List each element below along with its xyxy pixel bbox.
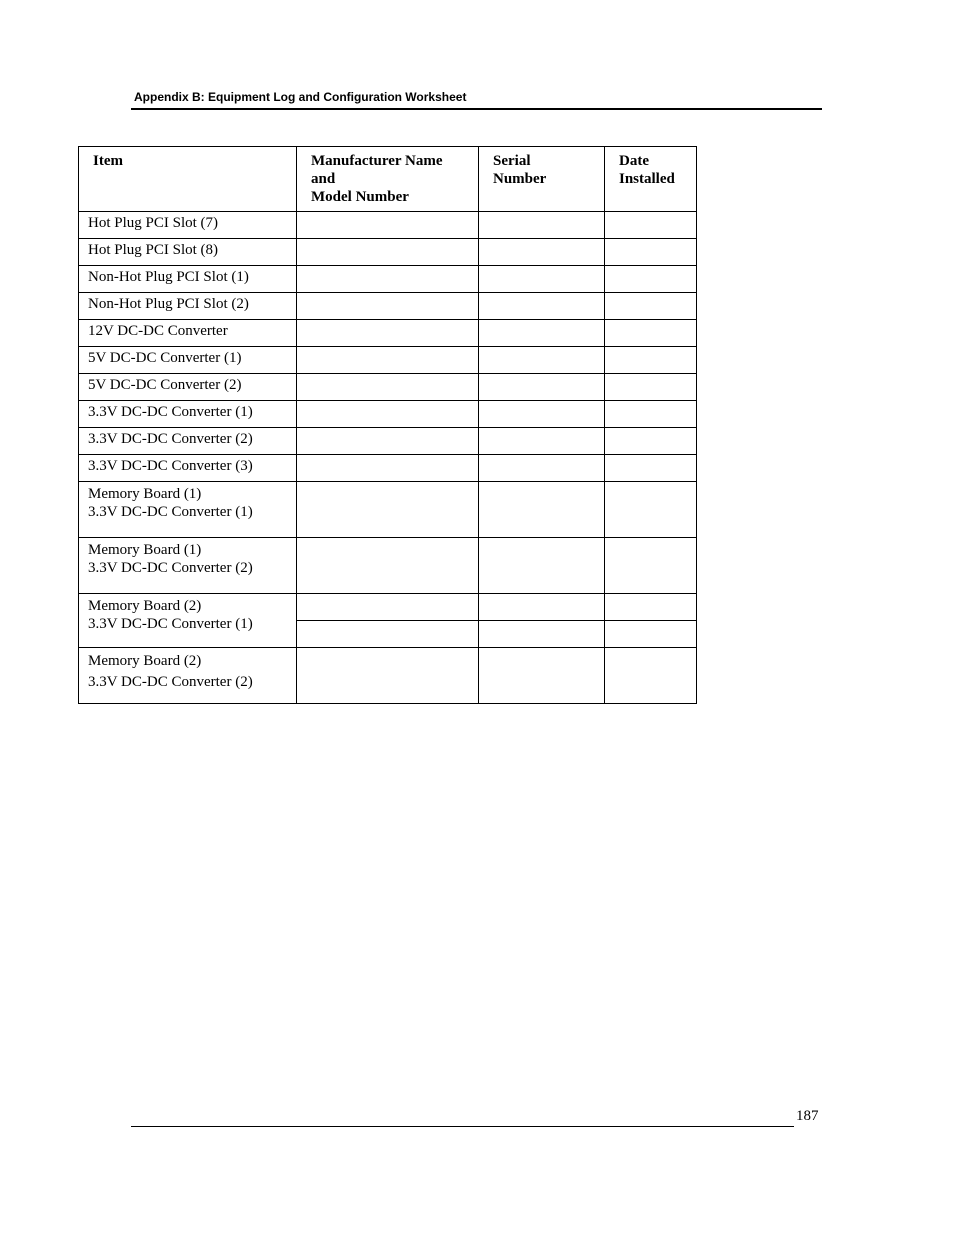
date-cell[interactable] [605, 347, 697, 374]
item-line: Memory Board (2) [88, 598, 202, 614]
manufacturer-cell[interactable] [297, 347, 479, 374]
header-manufacturer-line: Manufacturer Name [311, 153, 443, 169]
table-row [79, 538, 697, 594]
manufacturer-cell[interactable] [297, 239, 479, 266]
item-cell [79, 648, 297, 704]
header-date [605, 147, 697, 212]
serial-cell[interactable] [479, 293, 605, 320]
date-cell[interactable] [605, 266, 697, 293]
item-cell: 5V DC-DC Converter (2) [79, 374, 297, 401]
item-cell [79, 482, 297, 538]
header-serial-line: Number [493, 171, 547, 187]
equipment-log-table [78, 146, 697, 704]
serial-cell[interactable] [479, 621, 605, 648]
serial-cell[interactable] [479, 320, 605, 347]
date-cell[interactable] [605, 648, 697, 704]
item-line: 3.3V DC-DC Converter (2) [88, 560, 253, 576]
table-row [79, 293, 697, 320]
manufacturer-cell[interactable] [297, 401, 479, 428]
serial-cell[interactable] [479, 455, 605, 482]
table-row [79, 239, 697, 266]
item-line: Memory Board (1) [88, 542, 202, 558]
header-date-line: Installed [619, 171, 675, 187]
date-cell[interactable] [605, 320, 697, 347]
item-cell: Non-Hot Plug PCI Slot (1) [79, 266, 297, 293]
table-row [79, 648, 697, 704]
item-cell: 3.3V DC-DC Converter (1) [79, 401, 297, 428]
serial-cell[interactable] [479, 212, 605, 239]
item-line: 3.3V DC-DC Converter (1) [88, 504, 253, 520]
date-cell[interactable] [605, 482, 697, 538]
header-serial [479, 147, 605, 212]
running-header: Appendix B: Equipment Log and Configuration Worksheet [134, 90, 467, 104]
manufacturer-cell[interactable] [297, 621, 479, 648]
item-cell: 3.3V DC-DC Converter (3) [79, 455, 297, 482]
table-row [79, 455, 697, 482]
table-row [79, 266, 697, 293]
table-row [79, 212, 697, 239]
item-cell: 5V DC-DC Converter (1) [79, 347, 297, 374]
serial-cell[interactable] [479, 482, 605, 538]
manufacturer-cell[interactable] [297, 266, 479, 293]
manufacturer-cell[interactable] [297, 428, 479, 455]
date-cell[interactable] [605, 538, 697, 594]
header-rule [131, 108, 822, 110]
serial-cell[interactable] [479, 239, 605, 266]
table-row [79, 401, 697, 428]
item-line: 3.3V DC-DC Converter (1) [88, 616, 253, 632]
table-row [79, 594, 697, 621]
serial-cell[interactable] [479, 347, 605, 374]
date-cell[interactable] [605, 428, 697, 455]
manufacturer-cell[interactable] [297, 538, 479, 594]
manufacturer-cell[interactable] [297, 482, 479, 538]
item-cell: 12V DC-DC Converter [79, 320, 297, 347]
item-line: Memory Board (2) [88, 653, 202, 669]
date-cell[interactable] [605, 212, 697, 239]
date-cell[interactable] [605, 374, 697, 401]
serial-cell[interactable] [479, 538, 605, 594]
item-line: 3.3V DC-DC Converter (2) [88, 674, 253, 690]
manufacturer-cell[interactable] [297, 320, 479, 347]
header-serial-line: Serial [493, 153, 531, 169]
serial-cell[interactable] [479, 428, 605, 455]
date-cell[interactable] [605, 293, 697, 320]
date-cell[interactable] [605, 455, 697, 482]
serial-cell[interactable] [479, 266, 605, 293]
serial-cell[interactable] [479, 594, 605, 621]
item-cell: Hot Plug PCI Slot (7) [79, 212, 297, 239]
date-cell[interactable] [605, 239, 697, 266]
manufacturer-cell[interactable] [297, 212, 479, 239]
header-item: Item [79, 147, 297, 212]
manufacturer-cell[interactable] [297, 374, 479, 401]
table-row [79, 374, 697, 401]
item-cell [79, 538, 297, 594]
date-cell[interactable] [605, 594, 697, 621]
table-row [79, 320, 697, 347]
header-manufacturer-line: Model Number [311, 189, 409, 205]
header-manufacturer [297, 147, 479, 212]
item-cell: 3.3V DC-DC Converter (2) [79, 428, 297, 455]
manufacturer-cell[interactable] [297, 293, 479, 320]
manufacturer-cell[interactable] [297, 648, 479, 704]
page-number: 187 [796, 1108, 819, 1124]
table-row [79, 428, 697, 455]
table-row [79, 482, 697, 538]
manufacturer-cell[interactable] [297, 594, 479, 621]
manufacturer-cell[interactable] [297, 455, 479, 482]
serial-cell[interactable] [479, 374, 605, 401]
header-date-line: Date [619, 153, 649, 169]
item-cell [79, 594, 297, 648]
date-cell[interactable] [605, 401, 697, 428]
item-cell: Non-Hot Plug PCI Slot (2) [79, 293, 297, 320]
table-header-row [79, 147, 697, 212]
date-cell[interactable] [605, 621, 697, 648]
serial-cell[interactable] [479, 401, 605, 428]
table-row [79, 347, 697, 374]
footer-rule [131, 1126, 794, 1127]
serial-cell[interactable] [479, 648, 605, 704]
item-cell: Hot Plug PCI Slot (8) [79, 239, 297, 266]
item-line: Memory Board (1) [88, 486, 202, 502]
header-manufacturer-line: and [311, 171, 336, 187]
